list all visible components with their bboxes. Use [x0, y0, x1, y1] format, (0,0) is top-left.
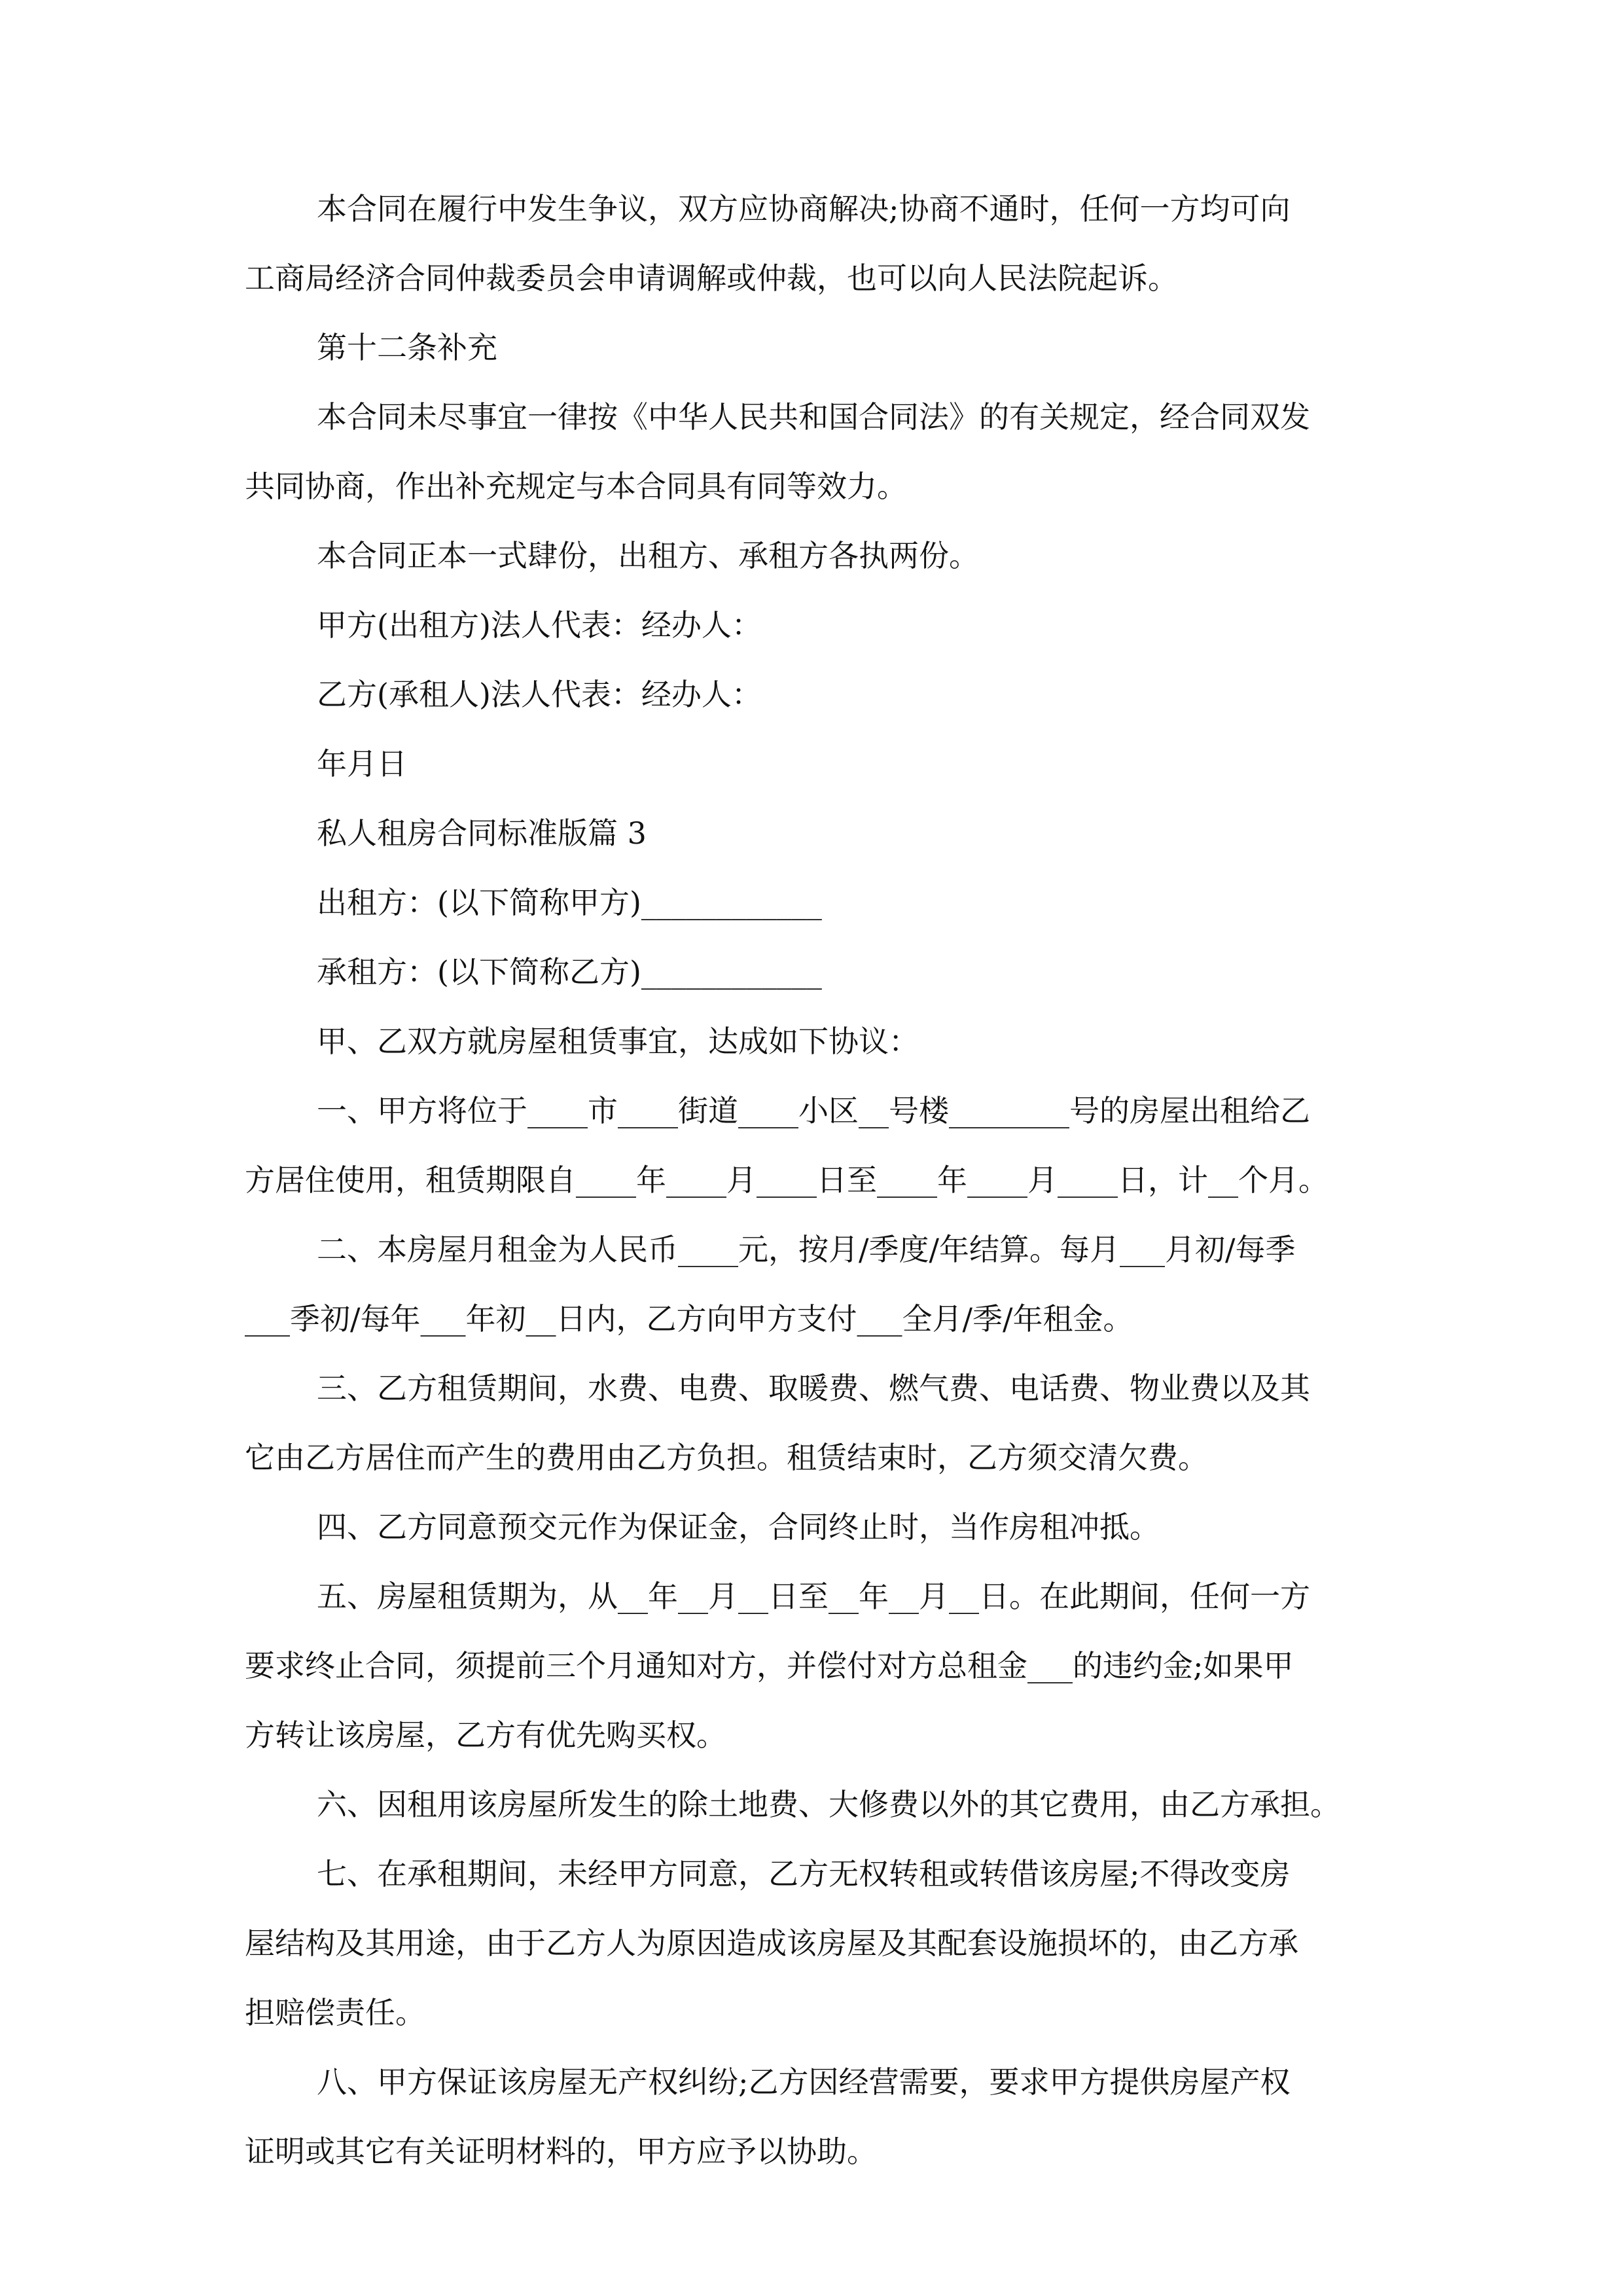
clause-line: 八、甲方保证该房屋无产权纠纷;乙方因经营需要，要求甲方提供房屋产权 — [317, 2064, 1291, 2100]
clause-line: 三、乙方租赁期间，水费、电费、取暖费、燃气费、电话费、物业费以及其 — [317, 1371, 1310, 1406]
paragraph-line: 共同协商，作出补充规定与本合同具有同等效力。 — [245, 469, 907, 504]
clause-line: 要求终止合同，须提前三个月通知对方，并偿付对方总租金___的违约金;如果甲 — [245, 1648, 1294, 1683]
clause-line: 担赔偿责任。 — [245, 1995, 425, 2030]
date-line: 年月日 — [317, 746, 407, 781]
clause-line: 五、房屋租赁期为，从__年__月__日至__年__月__日。在此期间，任何一方 — [317, 1579, 1310, 1614]
paragraph-line: 本合同正本一式肆份，出租方、承租方各执两份。 — [317, 538, 979, 573]
party-line: 出租方：(以下简称甲方)____________ — [317, 885, 822, 920]
paragraph-line: 本合同未尽事宜一律按《中华人民共和国合同法》的有关规定，经合同双发 — [317, 399, 1310, 435]
paragraph-line: 工商局经济合同仲裁委员会申请调解或仲裁，也可以向人民法院起诉。 — [245, 260, 1178, 296]
clause-line: 七、在承租期间，未经甲方同意，乙方无权转租或转借该房屋;不得改变房 — [317, 1856, 1291, 1892]
clause-line: ___季初/每年___年初__日内，乙方向甲方支付___全月/季/年租金。 — [245, 1301, 1133, 1336]
signature-line: 甲方(出租方)法人代表：经办人： — [317, 607, 762, 643]
clause-line: 方居住使用，租赁期限自____年____月____日至____年____月____日，计__个月。 — [245, 1162, 1329, 1198]
clause-line: 六、因租用该房屋所发生的除土地费、大修费以外的其它费用，由乙方承担。 — [317, 1787, 1340, 1822]
paragraph-line: 本合同在履行中发生争议，双方应协商解决;协商不通时，任何一方均可向 — [317, 191, 1291, 226]
clause-line: 二、本房屋月租金为人民币____元，按月/季度/年结算。每月___月初/每季 — [317, 1232, 1296, 1267]
clause-line: 四、乙方同意预交元作为保证金，合同终止时，当作房租冲抵。 — [317, 1509, 1160, 1545]
clause-line: 屋结构及其用途，由于乙方人为原因造成该房屋及其配套设施损坏的，由乙方承 — [245, 1926, 1298, 1961]
clause-line: 一、甲方将位于____市____街道____小区__号楼________号的房屋出租给乙 — [317, 1093, 1310, 1128]
clause-line: 方转让该房屋，乙方有优先购买权。 — [245, 1717, 726, 1753]
clause-line: 它由乙方居住而产生的费用由乙方负担。租赁结束时，乙方须交清欠费。 — [245, 1440, 1208, 1475]
section-title: 私人租房合同标准版篇 3 — [317, 816, 647, 851]
paragraph-line: 甲、乙双方就房屋租赁事宜，达成如下协议： — [317, 1024, 919, 1059]
clause-line: 证明或其它有关证明材料的，甲方应予以协助。 — [245, 2134, 877, 2169]
party-line: 承租方：(以下简称乙方)____________ — [317, 954, 822, 990]
signature-line: 乙方(承租人)法人代表：经办人： — [317, 677, 762, 712]
section-heading: 第十二条补充 — [317, 330, 497, 365]
